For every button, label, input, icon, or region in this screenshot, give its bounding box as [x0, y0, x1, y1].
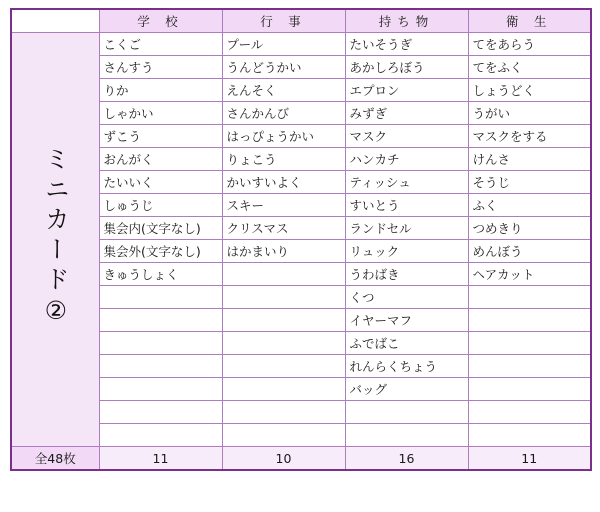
count-belongings: 16 [345, 447, 468, 471]
cell-events-11 [222, 263, 345, 286]
cell-school-16 [99, 378, 222, 401]
cell-school-10: 集会外(文字なし) [99, 240, 222, 263]
cell-belongings-16: バッグ [345, 378, 468, 401]
cell-school-8: しゅうじ [99, 194, 222, 217]
cell-hygiene-3: しょうどく [468, 79, 591, 102]
page-title: ミニカード② [41, 146, 71, 330]
cell-school-12 [99, 286, 222, 309]
cell-school-11: きゅうしょく [99, 263, 222, 286]
cell-belongings-2: あかしろぼう [345, 56, 468, 79]
cell-events-1: プール [222, 33, 345, 56]
cell-events-13 [222, 309, 345, 332]
cell-belongings-15: れんらくちょう [345, 355, 468, 378]
cell-events-15 [222, 355, 345, 378]
cell-events-9: クリスマス [222, 217, 345, 240]
cell-hygiene-6: けんさ [468, 148, 591, 171]
cell-belongings-8: すいとう [345, 194, 468, 217]
column-header-belongings: 持ち物 [345, 9, 468, 33]
cell-events-3: えんそく [222, 79, 345, 102]
header-row [11, 9, 591, 33]
footer-row [11, 447, 591, 471]
cell-hygiene-4: うがい [468, 102, 591, 125]
cell-belongings-9: ランドセル [345, 217, 468, 240]
cell-events-4: さんかんび [222, 102, 345, 125]
cell-hygiene-13 [468, 309, 591, 332]
cell-belongings-6: ハンカチ [345, 148, 468, 171]
cell-school-3: りか [99, 79, 222, 102]
cell-belongings-17 [345, 401, 468, 424]
cell-hygiene-8: ふく [468, 194, 591, 217]
cell-school-2: さんすう [99, 56, 222, 79]
total-count-label: 全48枚 [11, 447, 99, 471]
cell-events-12 [222, 286, 345, 309]
count-events: 10 [222, 447, 345, 471]
cell-belongings-3: エプロン [345, 79, 468, 102]
cell-events-5: はっぴょうかい [222, 125, 345, 148]
cell-school-18 [99, 424, 222, 447]
cell-belongings-4: みずぎ [345, 102, 468, 125]
table-row [11, 33, 591, 56]
cell-events-6: りょこう [222, 148, 345, 171]
cell-hygiene-11: ヘアカット [468, 263, 591, 286]
cell-hygiene-16 [468, 378, 591, 401]
header-corner-cell [11, 9, 99, 33]
mini-card-table [10, 8, 592, 471]
cell-belongings-1: たいそうぎ [345, 33, 468, 56]
cell-events-14 [222, 332, 345, 355]
column-header-school: 学 校 [99, 9, 222, 33]
cell-events-2: うんどうかい [222, 56, 345, 79]
cell-school-6: おんがく [99, 148, 222, 171]
cell-events-17 [222, 401, 345, 424]
cell-belongings-18 [345, 424, 468, 447]
count-school: 11 [99, 447, 222, 471]
cell-hygiene-5: マスクをする [468, 125, 591, 148]
cell-belongings-13: イヤーマフ [345, 309, 468, 332]
cell-hygiene-15 [468, 355, 591, 378]
cell-hygiene-9: つめきり [468, 217, 591, 240]
cell-hygiene-10: めんぼう [468, 240, 591, 263]
cell-events-18 [222, 424, 345, 447]
sheet-title-cell [11, 33, 99, 447]
cell-events-8: スキー [222, 194, 345, 217]
cell-hygiene-12 [468, 286, 591, 309]
cell-belongings-11: うわばき [345, 263, 468, 286]
column-header-hygiene: 衛 生 [468, 9, 591, 33]
cell-school-9: 集会内(文字なし) [99, 217, 222, 240]
column-header-events: 行 事 [222, 9, 345, 33]
cell-school-7: たいいく [99, 171, 222, 194]
cell-school-13 [99, 309, 222, 332]
cell-school-5: ずこう [99, 125, 222, 148]
cell-hygiene-17 [468, 401, 591, 424]
cell-school-1: こくご [99, 33, 222, 56]
cell-hygiene-14 [468, 332, 591, 355]
cell-belongings-7: ティッシュ [345, 171, 468, 194]
cell-hygiene-1: てをあらう [468, 33, 591, 56]
cell-events-10: はかまいり [222, 240, 345, 263]
cell-school-17 [99, 401, 222, 424]
cell-belongings-12: くつ [345, 286, 468, 309]
cell-school-15 [99, 355, 222, 378]
cell-events-16 [222, 378, 345, 401]
cell-belongings-14: ふでばこ [345, 332, 468, 355]
cell-hygiene-18 [468, 424, 591, 447]
cell-hygiene-7: そうじ [468, 171, 591, 194]
cell-belongings-10: リュック [345, 240, 468, 263]
cell-belongings-5: マスク [345, 125, 468, 148]
cell-hygiene-2: てをふく [468, 56, 591, 79]
table-body [11, 9, 591, 470]
count-hygiene: 11 [468, 447, 591, 471]
cell-school-14 [99, 332, 222, 355]
cell-events-7: かいすいよく [222, 171, 345, 194]
cell-school-4: しゃかい [99, 102, 222, 125]
